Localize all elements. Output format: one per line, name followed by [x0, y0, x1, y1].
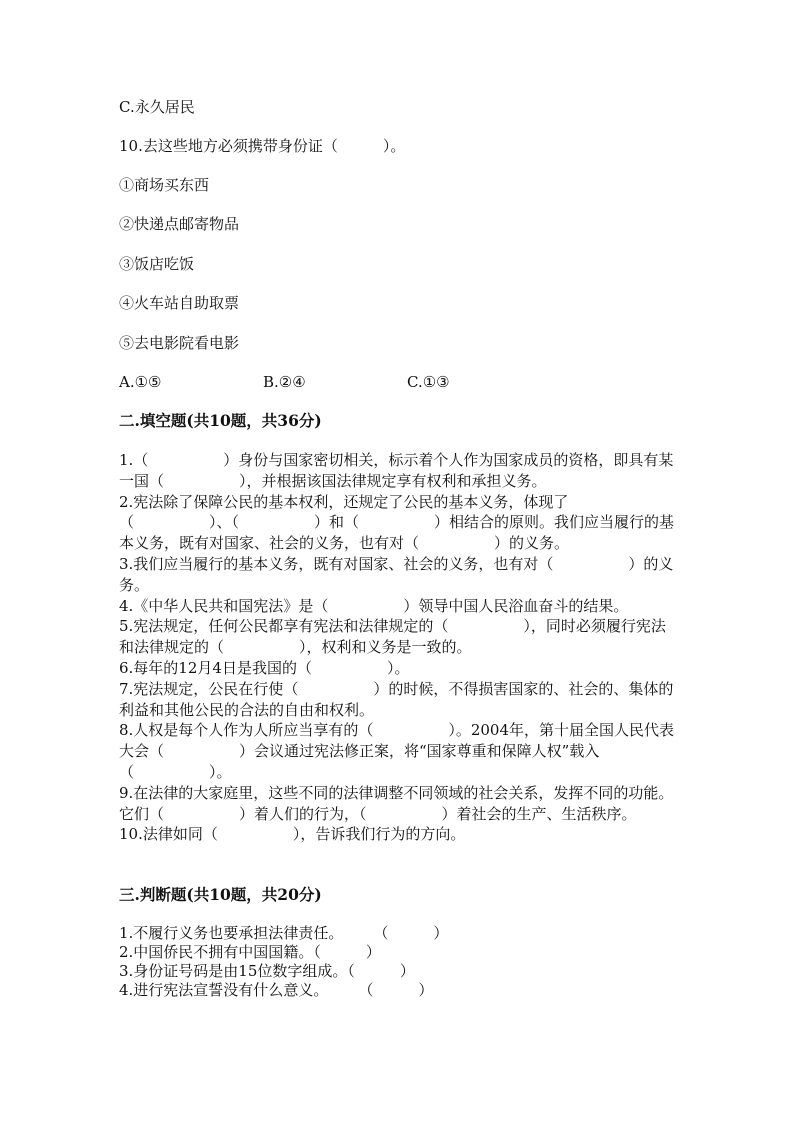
question-10-stem: 10.去这些地方必须携带身份证（ ）。	[119, 137, 406, 155]
judge-question-1: 1.不履行义务也要承担法律责任。 （ ）	[119, 924, 449, 942]
question-10-item-1: ①商场买东西	[119, 176, 210, 194]
section-3-heading: 三.判断题(共10题，共20分)	[119, 885, 322, 904]
fill-question-6: 6.每年的12月4日是我国的（ ）。	[119, 658, 410, 677]
fill-question-5: 5.宪法规定，任何公民都享有宪法和法律规定的（ ），同时必须履行宪法和法律规定的（ ），权利和义务是一致的。	[119, 617, 666, 657]
judge-question-4: 4.进行宪法宣誓没有什么意义。 （ ）	[119, 981, 434, 999]
fill-question-1: 1.（ ）身份与国家密切相关，标示着个人作为国家成员的资格，即具有某一国（ ），并根据该国法律规定享有权利和承担义务。	[119, 451, 674, 490]
fill-question-3: 3.我们应当履行的基本义务，既有对国家、社会的义务，也有对（ ）的义务。	[119, 554, 674, 594]
fill-question-4: 4.《中华人民共和国宪法》是（ ）领导中国人民浴血奋斗的结果。	[119, 596, 629, 615]
fill-question-8: 8.人权是每个人作为人所应当享有的（ ）。2004年，第十届全国人民代表大会（ ）会议通过宪法修正案，将“国家尊重和保障人权”载入（ ）。	[119, 721, 674, 781]
question-9-option-c: C.永久居民	[119, 98, 195, 116]
question-10-item-2: ②快递点邮寄物品	[119, 215, 240, 233]
question-10-option-b: B.②④	[263, 373, 306, 391]
question-10-option-c: C.①③	[407, 373, 450, 391]
question-10-option-a: A.①⑤	[119, 373, 162, 391]
fill-question-2: 2.宪法除了保障公民的基本权利，还规定了公民的基本义务，体现了（ ）、（ ）和（ ）相结合的原则。我们应当履行的基本义务，既有对国家、社会的义务，也有对（ ）的义务。	[119, 492, 675, 553]
fill-in-blank-list	[119, 450, 675, 845]
section-2-heading: 二.填空题(共10题，共36分)	[119, 411, 322, 430]
question-10-item-3: ③饭店吃饭	[119, 255, 195, 273]
fill-question-7: 7.宪法规定，公民在行使（ ）的时候，不得损害国家的、社会的、集体的利益和其他公民的合法的自由和权利。	[119, 679, 674, 719]
judge-question-2: 2.中国侨民不拥有中国国籍。（ ）	[119, 943, 381, 961]
question-10-item-4: ④火车站自助取票	[119, 294, 240, 312]
fill-question-10: 10.法律如同（ ），告诉我们行为的方向。	[119, 825, 466, 844]
true-false-list	[119, 924, 448, 1000]
question-10-item-5: ⑤去电影院看电影	[119, 334, 240, 352]
fill-question-9: 9.在法律的大家庭里，这些不同的法律调整不同领域的社会关系，发挥不同的功能。它们（ ）着人们的行为，（ ）着社会的生产、生活秩序。	[119, 783, 674, 823]
judge-question-3: 3.身份证号码是由15位数字组成。（ ）	[119, 962, 415, 980]
